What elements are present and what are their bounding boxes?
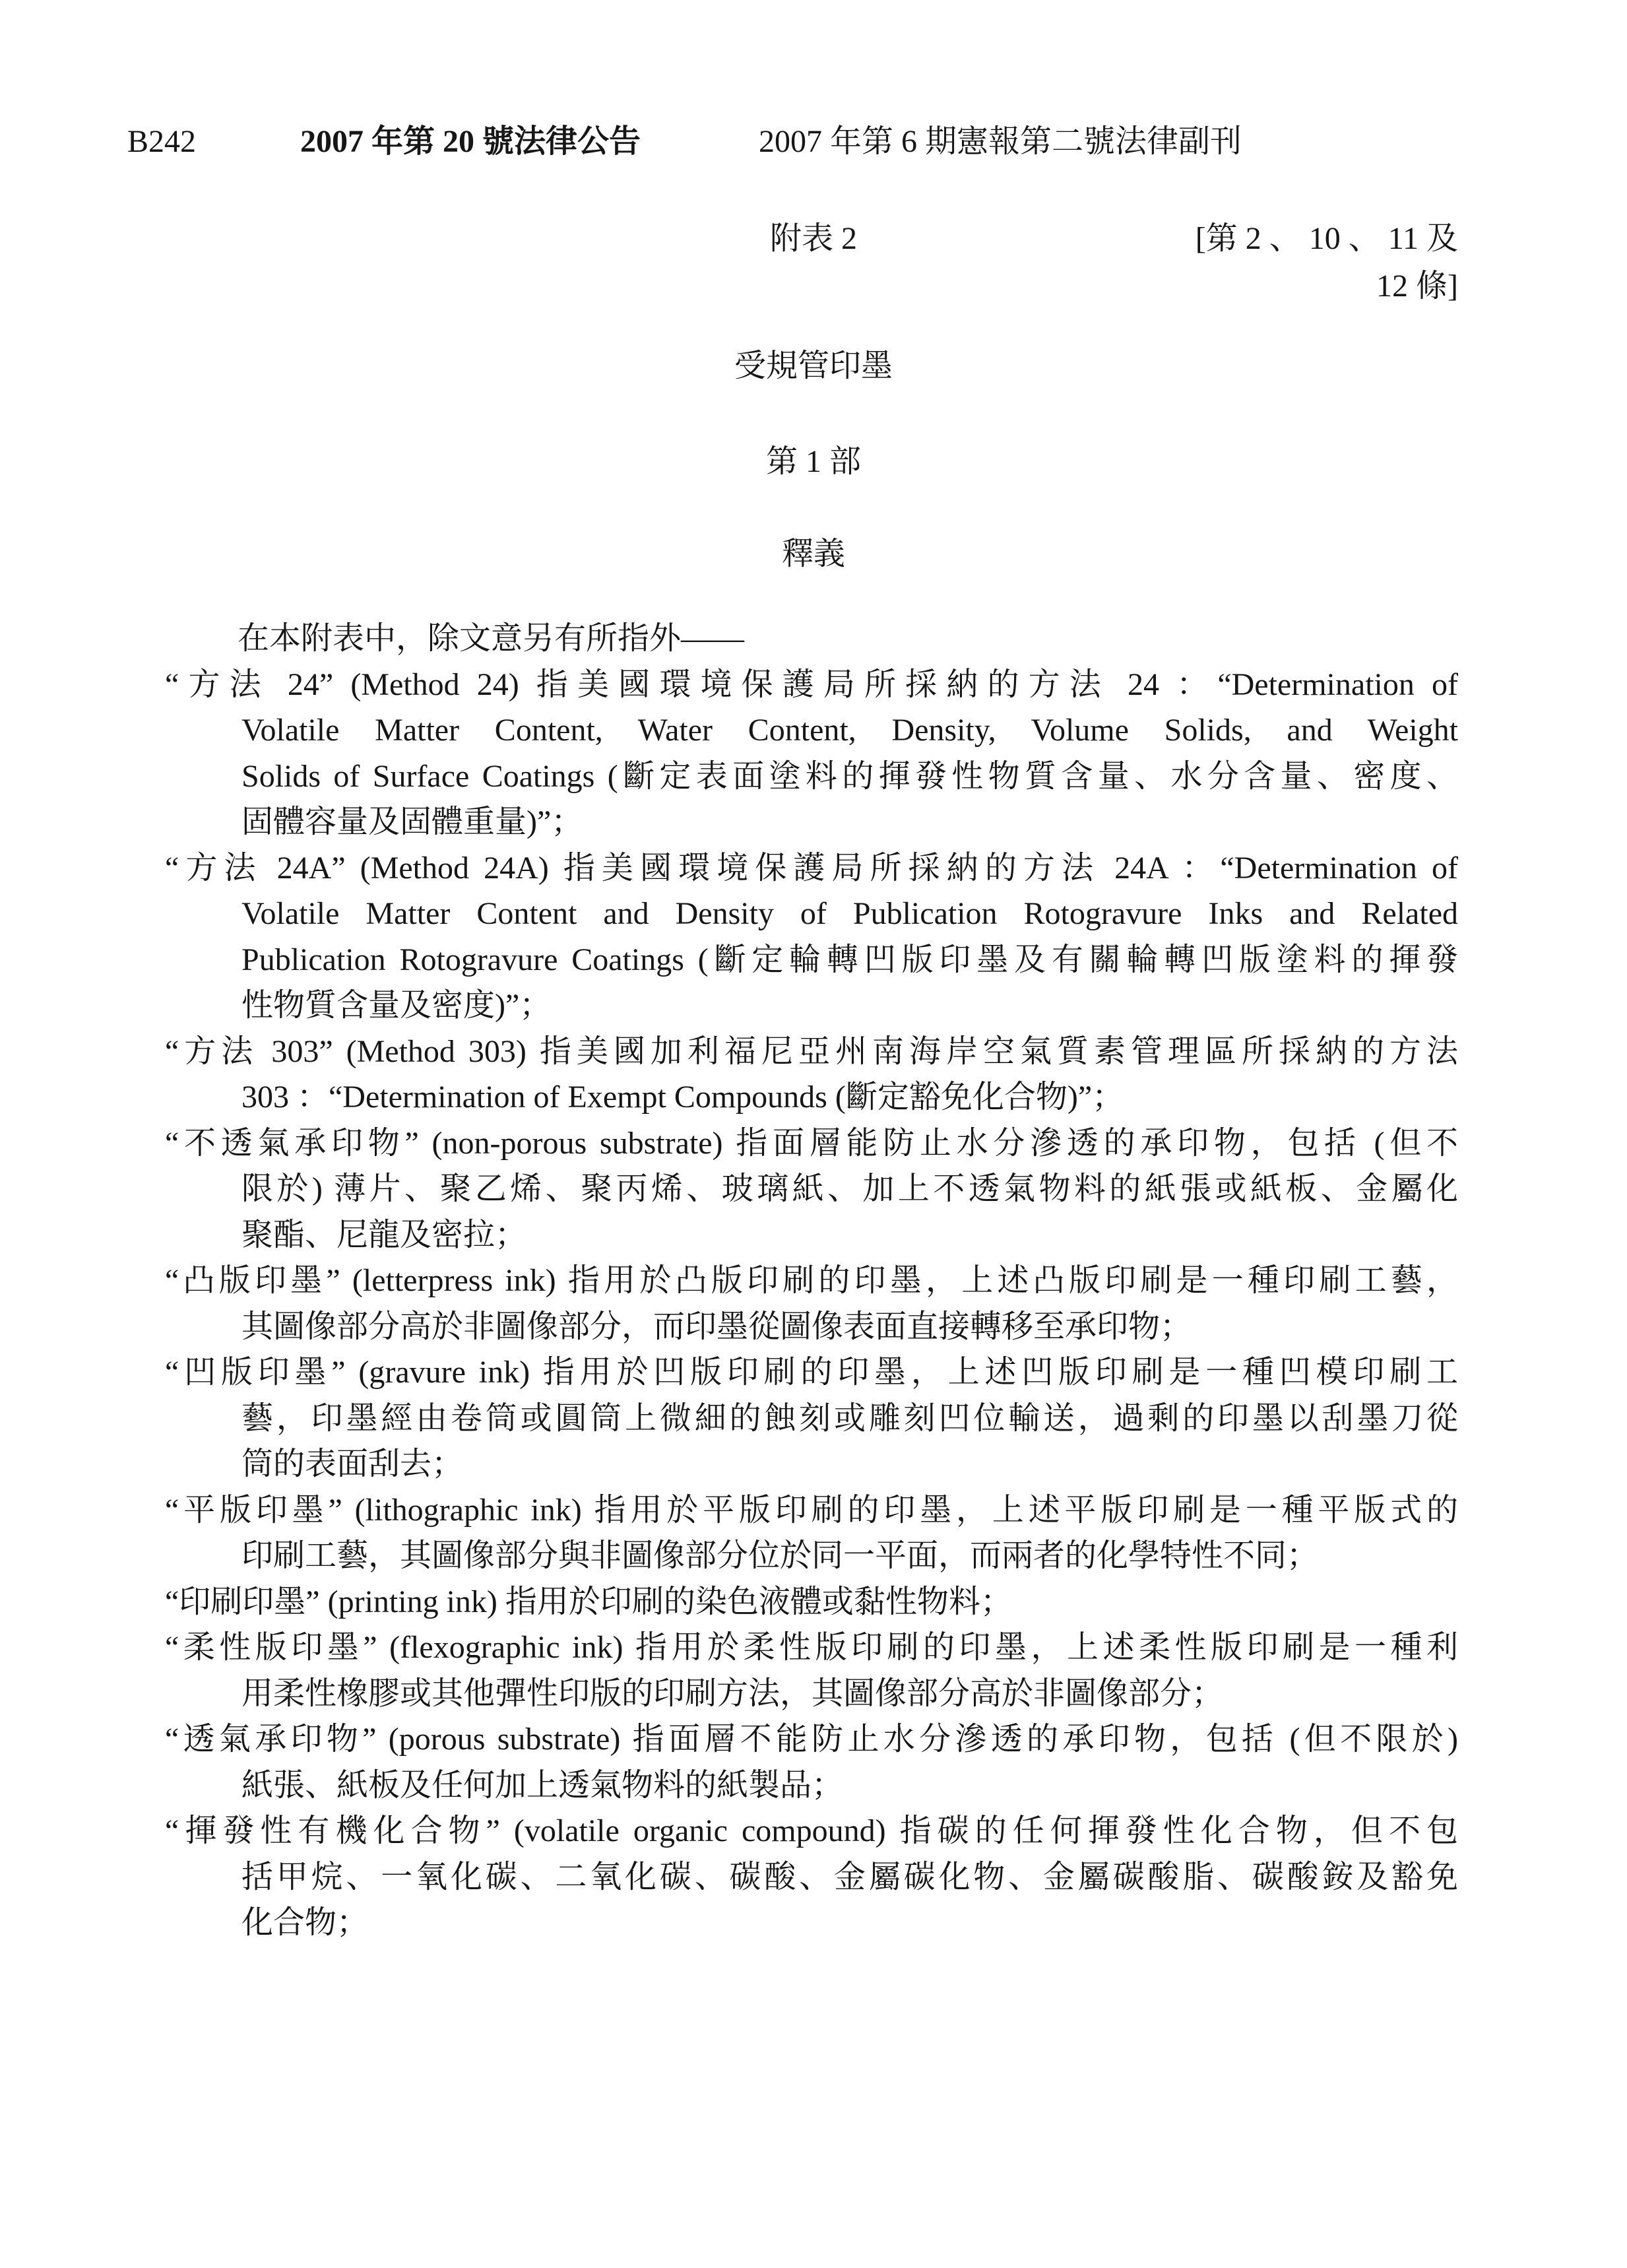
definition-line: “凹版印墨” (gravure ink) 指用於凹版印刷的印墨，上述凹版印刷是一種凹模印刷工: [165, 1355, 1458, 1390]
definition-line: “方法 24A” (Method 24A) 指美國環境保護局所採納的方法 24A ：“Determination of: [165, 850, 1458, 886]
definition-paragraph: [165, 1258, 1458, 1349]
definition-paragraph: [165, 1029, 1458, 1120]
intro-line: 在本附表中，除文意另有所指外——: [238, 621, 745, 656]
definition-paragraph: [165, 662, 1458, 845]
definition-line: 化合物；: [241, 1905, 369, 1940]
definition-line: Publication Rotogravure Coatings (斷定輪轉凹版印墨及有關輪轉凹版塗料的揮發: [241, 942, 1458, 977]
definition-paragraph: [165, 1716, 1458, 1808]
definition-line: 紙張、紙板及任何加上透氣物料的紙製品；: [241, 1767, 844, 1803]
gazette-issue-title: 2007 年第 6 期憲報第二號法律副刊: [759, 124, 1242, 159]
definition-line: Volatile Matter Content, Water Content, Density, Volume Solids, and Weight: [241, 713, 1458, 748]
definition-line: 筒的表面刮去；: [241, 1446, 464, 1481]
definition-paragraph: [165, 1120, 1458, 1258]
definition-line: “不透氣承印物” (non-porous substrate) 指面層能防止水分滲透的承印物，包括 (但不: [165, 1125, 1458, 1161]
page-number: B242: [127, 124, 197, 159]
definition-line: 固體容量及固體重量)”；: [241, 804, 583, 839]
definitions-list: [165, 662, 1458, 1946]
definition-paragraph: [165, 1579, 1458, 1625]
definition-line: “凸版印墨” (letterpress ink) 指用於凸版印刷的印墨，上述凸版印刷是一種印刷工藝，: [165, 1263, 1458, 1298]
definition-line: “揮發性有機化合物” (volatile organic compound) 指碳的任何揮發性化合物，但不包: [165, 1813, 1458, 1848]
definition-line: 印刷工藝，其圖像部分與非圖像部分位於同一平面，而兩者的化學特性不同；: [241, 1538, 1319, 1573]
definition-paragraph: [165, 845, 1458, 1029]
part-heading: 第 1 部: [765, 444, 861, 479]
definition-paragraph: [165, 1808, 1458, 1946]
schedule-title: 受規管印墨: [734, 348, 893, 383]
definitions-body: [165, 616, 1458, 1946]
definition-paragraph: [165, 1625, 1458, 1716]
definition-line: “方法 24” (Method 24) 指美國環境保護局所採納的方法 24 ：“Determination of: [165, 666, 1458, 702]
definition-line: “印刷印墨” (printing ink) 指用於印刷的染色液體或黏性物料；: [165, 1584, 1012, 1619]
definition-line: “柔性版印墨” (flexographic ink) 指用於柔性版印刷的印墨，上述柔性版印刷是一種利: [165, 1630, 1458, 1665]
definition-line: 藝，印墨經由卷筒或圓筒上微細的蝕刻或雕刻凹位輸送，過剩的印墨以刮墨刀從: [241, 1400, 1458, 1436]
definition-line: 其圖像部分高於非圖像部分，而印墨從圖像表面直接轉移至承印物；: [241, 1309, 1192, 1344]
definition-line: “方法 303” (Method 303) 指美國加利福尼亞州南海岸空氣質素管理區所採納的方法: [165, 1033, 1458, 1069]
definition-line: 用柔性橡膠或其他彈性印版的印刷方法，其圖像部分高於非圖像部分；: [241, 1675, 1224, 1711]
definition-line: 括甲烷、一氧化碳、二氧化碳、碳酸、金屬碳化物、金屬碳酸脂、碳酸銨及豁免: [241, 1859, 1458, 1895]
definition-line: “平版印墨” (lithographic ink) 指用於平版印刷的印墨，上述平版印刷是一種平版式的: [165, 1492, 1458, 1528]
definition-paragraph: [165, 1487, 1458, 1579]
definition-line: “透氣承印物” (porous substrate) 指面層不能防止水分滲透的承印物，包括 (但不限於): [165, 1722, 1458, 1757]
definition-line: 限於) 薄片、聚乙烯、聚丙烯、玻璃紙、加上不透氣物料的紙張或紙板、金屬化: [241, 1171, 1458, 1206]
definition-line: Solids of Surface Coatings (斷定表面塗料的揮發性物質含量、水分含量、密度、: [241, 758, 1458, 794]
definition-paragraph: [165, 1349, 1458, 1487]
definition-line: 性物質含量及密度)”；: [241, 988, 552, 1023]
schedule-label: 附表 2: [769, 221, 857, 256]
definition-line: 聚酯、尼龍及密拉；: [241, 1217, 527, 1252]
legal-notice-title: 2007 年第 20 號法律公告: [300, 124, 641, 159]
part-subheading: 釋義: [781, 536, 845, 571]
sections-reference-line-2: 12 條]: [1376, 269, 1458, 304]
sections-reference-line-1: [第 2 、 10 、 11 及: [1195, 221, 1458, 256]
definition-line: 303 ：“Determination of Exempt Compounds (斷定豁免化合物)”；: [241, 1080, 1124, 1115]
definition-line: Volatile Matter Content and Density of Publication Rotogravure Inks and Related: [241, 896, 1458, 931]
